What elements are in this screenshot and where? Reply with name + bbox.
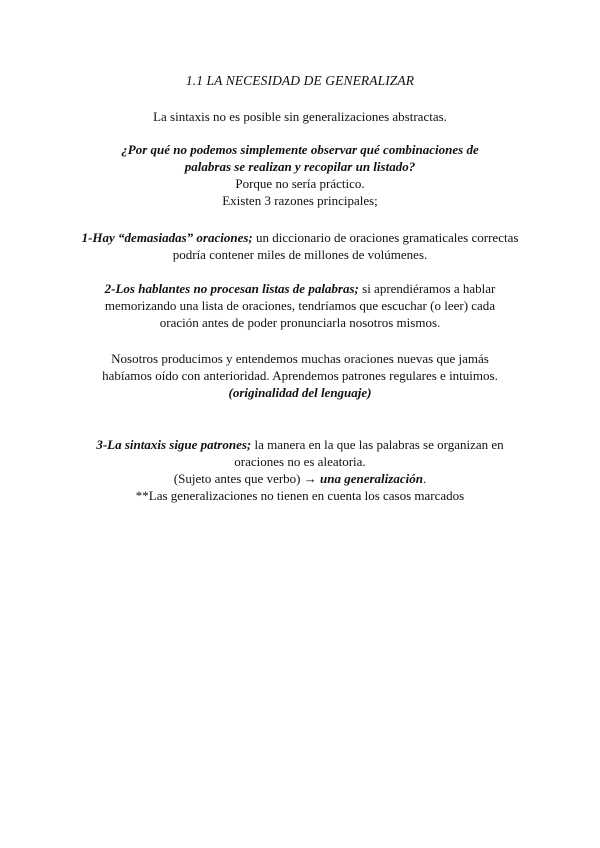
reason-2-text-3: oración antes de poder pronunciarla nosotros mismos. — [159, 315, 441, 330]
paragraph-line-2: habíamos oído con anterioridad. Aprendemos patrones regulares e intuimos. — [102, 368, 498, 383]
originality-paragraph — [60, 350, 540, 401]
reason-2-text-1: si aprendiéramos a hablar — [358, 281, 496, 296]
reason-3-section — [60, 436, 540, 504]
reason-3-note: **Las generalizaciones no tienen en cuenta los casos marcados — [135, 488, 465, 503]
reason-1-text-2: podría contener miles de millones de volúmenes. — [172, 247, 428, 262]
answer-line-2: Existen 3 razones principales; — [222, 193, 378, 208]
example-suffix: . — [422, 471, 427, 486]
reason-3-heading: 3-La sintaxis sigue patrones; — [96, 437, 252, 452]
reason-2-section — [60, 280, 540, 331]
reason-1-line-1 — [60, 229, 540, 246]
reason-2-text-2: memorizando una lista de oraciones, tendríamos que escuchar (o leer) cada — [104, 298, 496, 313]
reason-1-heading: 1-Hay “demasiadas” oraciones; — [81, 230, 253, 245]
answer-line-1: Porque no sería práctico. — [235, 176, 365, 191]
example-prefix: (Sujeto antes que verbo) → — [173, 471, 321, 486]
reason-1-section — [60, 229, 540, 263]
document-title: 1.1 LA NECESIDAD DE GENERALIZAR — [185, 73, 415, 88]
reason-1-text-1: un diccionario de oraciones gramaticales correctas — [252, 230, 519, 245]
reason-3-line-1 — [60, 436, 540, 453]
question-section — [60, 141, 540, 209]
example-emphasis: una generalización — [320, 471, 423, 486]
paragraph-line-1: Nosotros producimos y entendemos muchas oraciones nuevas que jamás — [111, 351, 489, 366]
reason-3-example — [60, 470, 540, 487]
paragraph-line-3: (originalidad del lenguaje) — [228, 385, 372, 400]
reason-2-line-1 — [60, 280, 540, 297]
question-line-2: palabras se realizan y recopilar un listado? — [184, 159, 416, 174]
reason-2-heading: 2-Los hablantes no procesan listas de palabras; — [104, 281, 359, 296]
reason-3-text-1: la manera en la que las palabras se organizan en — [251, 437, 504, 452]
reason-3-text-2: oraciones no es aleatoria. — [234, 454, 366, 469]
question-line-1: ¿Por qué no podemos simplemente observar qué combinaciones de — [121, 142, 479, 157]
intro-text: La sintaxis no es posible sin generalizaciones abstractas. — [153, 109, 447, 124]
